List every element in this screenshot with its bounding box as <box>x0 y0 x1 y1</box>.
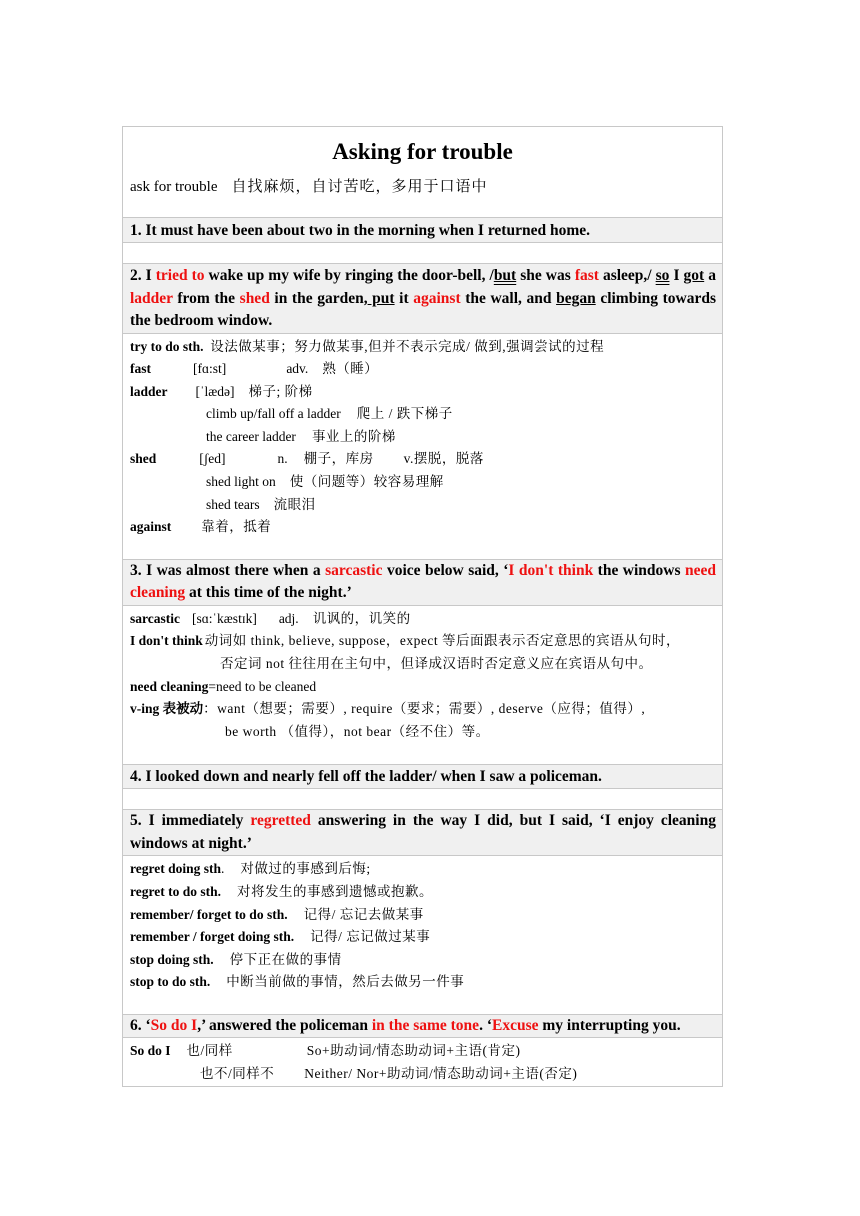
spacer <box>123 788 722 809</box>
title-block <box>123 127 722 217</box>
note-term: regret to do sth. <box>130 884 221 899</box>
note-def: 记得/ 忘记去做某事 <box>303 906 424 922</box>
note-row <box>130 630 716 653</box>
note-def: 动词如 think, believe, suppose，expect 等后面跟表示否定意思的宾语从句时， <box>204 633 681 649</box>
s6-text: my interrupting you. <box>538 1016 681 1034</box>
sentence-1 <box>123 217 722 242</box>
note-rule: Neither/ Nor+助动词/情态助动词+主语(否定) <box>304 1066 578 1082</box>
sentence-6 <box>123 1014 722 1038</box>
note-term: I don't think <box>130 633 203 649</box>
note-pos: adv. <box>286 361 309 377</box>
s2-text: it <box>394 289 414 307</box>
s6-text: 6. ‘ <box>130 1016 151 1034</box>
note-row <box>130 381 716 404</box>
keyword-tried-to: tried to <box>155 267 205 284</box>
note-term: v-ing 表被动 <box>130 701 204 717</box>
notes-5-list <box>123 856 722 1014</box>
note-row <box>130 698 716 721</box>
note-example: the career ladder <box>206 428 296 444</box>
note-def: ：want（想要；需要）, require（要求；需要）, deserve（应得；值得）, <box>203 701 646 717</box>
s2-text: she was <box>516 267 575 284</box>
note-term: stop doing sth. <box>130 951 214 967</box>
note-row <box>130 516 716 539</box>
note-def: 中断当前做的事情，然后去做另一件事 <box>226 974 465 990</box>
keyword-so-do-i: So do I <box>150 1016 198 1034</box>
s3-text: at this time of the night.’ <box>185 584 352 602</box>
note-def: 也不/同样不 <box>200 1066 275 1082</box>
note-row <box>130 653 716 676</box>
note-def: 事业上的阶梯 <box>311 428 396 444</box>
note-example: shed tears <box>206 496 260 512</box>
keyword-sarcastic: sarcastic <box>325 561 383 579</box>
note-term: try to do sth. <box>130 338 204 354</box>
note-def: 靠着，抵着 <box>201 519 272 535</box>
s3-text: voice below said, ‘ <box>382 561 509 579</box>
s2-text: a <box>704 267 716 284</box>
keyword-ladder: ladder <box>130 289 173 307</box>
subtitle-en: ask for trouble <box>130 179 218 195</box>
note-def: 也/同样 <box>186 1043 233 1059</box>
keyword-so: so <box>655 267 670 284</box>
spacer <box>123 242 722 263</box>
note-row <box>130 336 716 359</box>
note-def: 熟（睡） <box>322 361 379 377</box>
notes-5 <box>123 855 722 1014</box>
note-def: 讥讽的，讥笑的 <box>312 610 411 626</box>
keyword-shed: shed <box>239 289 270 307</box>
s6-text: . ‘ <box>479 1016 492 1034</box>
note-term: So do I <box>130 1043 171 1059</box>
note-term: remember / forget doing sth. <box>130 929 295 945</box>
note-row <box>130 358 716 381</box>
subtitle <box>130 175 488 196</box>
note-term: fast <box>130 361 151 377</box>
s2-text: I <box>669 267 684 284</box>
keyword-against: against <box>413 289 461 307</box>
note-row <box>130 494 716 517</box>
note-example: climb up/fall off a ladder <box>206 406 341 422</box>
notes-3 <box>123 605 722 765</box>
sentence-1-num: 1. <box>130 222 142 239</box>
keyword-began: began <box>556 289 596 307</box>
sentence-2 <box>123 263 722 333</box>
note-row <box>130 1040 716 1063</box>
note-def: 棚子，库房 <box>303 451 374 467</box>
keyword-need-cleaning: need cleaning <box>130 561 716 602</box>
note-def: 对做过的事感到后悔; <box>240 861 371 877</box>
note-row <box>130 926 716 949</box>
s2-text: in the garden, <box>269 289 368 307</box>
keyword-excuse: Excuse <box>491 1016 539 1034</box>
keyword-put: put <box>367 289 395 307</box>
note-term: against <box>130 519 172 535</box>
keyword-but: but <box>493 267 517 284</box>
note-term: remember/ forget to do sth. <box>130 906 288 922</box>
note-def: 记得/ 忘记做过某事 <box>310 929 431 945</box>
note-punct: . <box>221 861 225 877</box>
note-phonetic: [ʃed] <box>199 451 226 467</box>
keyword-got: got <box>683 267 705 284</box>
note-phonetic: [sɑ:ˈkæstɪk] <box>192 610 257 626</box>
keyword-regretted: regretted <box>250 812 311 830</box>
note-row <box>130 858 716 881</box>
s6-text: ,’ answered the policeman <box>197 1016 372 1034</box>
note-def: v.摆脱，脱落 <box>403 451 484 467</box>
sentence-5 <box>123 809 722 855</box>
page-title: Asking for trouble <box>332 139 513 164</box>
note-row <box>130 676 716 699</box>
notes-2 <box>123 333 722 559</box>
note-row <box>130 403 716 426</box>
s2-text: from the <box>172 289 240 307</box>
s3-text: 3. I was almost there when a <box>130 561 326 579</box>
note-term: regret doing sth <box>130 861 221 877</box>
note-pos: adj. <box>278 610 299 626</box>
note-row <box>130 608 716 631</box>
keyword-same-tone: in the same tone <box>371 1016 480 1034</box>
note-row <box>130 426 716 449</box>
note-def: =need to be cleaned <box>208 678 317 694</box>
note-row <box>130 881 716 904</box>
note-row <box>130 471 716 494</box>
document-table <box>122 126 723 1087</box>
note-row <box>130 971 716 994</box>
note-def: 否定词 not 往往用在主句中，但译成汉语时否定意义应在宾语从句中。 <box>220 656 653 672</box>
s5-text: answering in the way I did, but I said, ‘I enjoy cleaning windows at night.’ <box>130 812 716 852</box>
subtitle-cn: 自找麻烦，自讨苦吃，多用于口语中 <box>231 179 488 195</box>
keyword-fast: fast <box>574 267 599 284</box>
s2-text: wake up my wife by ringing the door-bell, / <box>204 267 494 284</box>
s2-text: climbing towards the bedroom window. <box>130 289 716 329</box>
note-def: be worth （值得），not bear（经不住）等。 <box>225 723 490 739</box>
sentence-3 <box>123 559 722 605</box>
note-term: stop to do sth. <box>130 974 211 990</box>
note-pos: n. <box>277 451 288 467</box>
note-phonetic: [ˈlædə] <box>195 383 235 399</box>
note-term: sarcastic <box>130 610 180 626</box>
notes-6 <box>123 1037 722 1085</box>
note-def: 爬上 / 跌下梯子 <box>356 406 453 422</box>
note-rule: So+助动词/情态助动词+主语(肯定) <box>306 1043 521 1059</box>
note-term: ladder <box>130 383 168 399</box>
note-row <box>130 721 716 744</box>
note-def: 设法做某事；努力做某事,但并不表示完成/ 做到,强调尝试的过程 <box>210 338 605 354</box>
sentence-1-text: It must have been about two in the morning when I returned home. <box>145 222 590 239</box>
note-term: need cleaning <box>130 678 209 694</box>
sentence-4-text: 4. I looked down and nearly fell off the ladder/ when I saw a policeman. <box>130 768 602 786</box>
sentence-4 <box>123 764 722 788</box>
keyword-i-dont-think: I don't think <box>508 561 594 579</box>
s2-text: 2. I <box>130 267 156 284</box>
note-def: 流眼泪 <box>273 496 316 512</box>
s2-text: asleep,/ <box>598 267 656 284</box>
note-def: 对将发生的事感到遗憾或抱歉。 <box>237 884 433 899</box>
s3-text: the windows <box>593 561 685 579</box>
note-term: shed <box>130 451 157 467</box>
note-example: shed light on <box>206 474 276 490</box>
note-row <box>130 448 716 471</box>
note-def: 使（问题等）较容易理解 <box>289 474 444 490</box>
s5-text: 5. I immediately <box>130 812 251 830</box>
note-row <box>130 1063 716 1086</box>
s2-text: the wall, and <box>460 289 557 307</box>
note-row <box>130 949 716 972</box>
note-def: 梯子; 阶梯 <box>248 383 313 399</box>
note-phonetic: [fɑ:st] <box>193 361 227 377</box>
note-row <box>130 904 716 927</box>
note-def: 停下正在做的事情 <box>229 951 342 967</box>
